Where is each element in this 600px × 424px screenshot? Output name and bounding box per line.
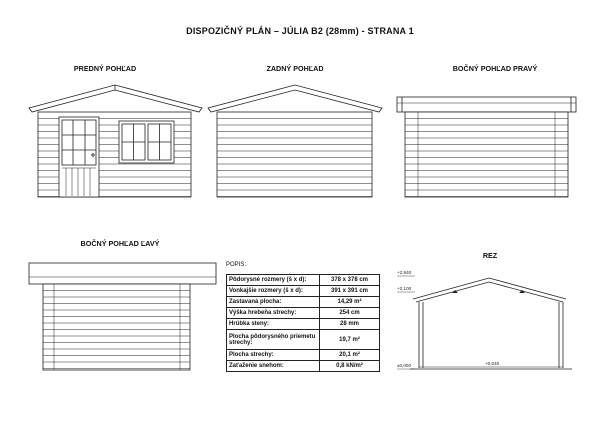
spec-value: 0,8 kN/m²: [320, 361, 380, 372]
level-label: ±0,000: [397, 363, 412, 368]
level-label: +2,100: [397, 286, 412, 291]
rear-view-title: ZADNÝ POHĽAD: [266, 64, 324, 73]
spec-value: 391 x 391 cm: [320, 286, 380, 297]
spec-value: 19,7 m²: [320, 330, 380, 350]
sheet-title: DISPOZIČNÝ PLÁN – JÚLIA B2 (28mm) - STRANA 1: [186, 26, 414, 36]
description-label: POPIS:: [226, 262, 247, 268]
spec-label: Výška hrebeňa strechy:: [227, 308, 320, 319]
spec-value: 20,1 m²: [320, 350, 380, 361]
rear-view-drawing: [208, 85, 382, 197]
level-label: +2,840: [397, 270, 412, 275]
spec-label: Vonkajšie rozmery (š x d):: [227, 286, 320, 297]
right-side-view-title: BOČNÝ POHĽAD PRAVÝ: [452, 64, 538, 73]
spec-label: Zastavaná plocha:: [227, 297, 320, 308]
left-side-view-drawing: [29, 263, 216, 370]
spec-value: 28 mm: [320, 319, 380, 330]
section-view-drawing: [397, 276, 572, 369]
left-side-view-title: BOČNÝ POHĽAD ĽAVÝ: [80, 239, 160, 248]
front-view-drawing: [29, 85, 202, 197]
spec-value: 14,29 m²: [320, 297, 380, 308]
spec-value: 378 x 378 cm: [320, 275, 380, 286]
spec-label: Pôdorysné rozmery (š x d):: [227, 275, 320, 286]
spec-value: 254 cm: [320, 308, 380, 319]
spec-label: Zaťaženie snehom:: [227, 361, 320, 372]
spec-label: Plocha pôdorysného priemetu strechy:: [227, 330, 320, 350]
front-view-title: PREDNÝ POHĽAD: [73, 64, 137, 73]
section-view-title: REZ: [482, 251, 498, 260]
right-side-view-drawing: [397, 97, 576, 197]
spec-label: Hrúbka steny:: [227, 319, 320, 330]
spec-label: Plocha strechy:: [227, 350, 320, 361]
level-label: +0,040: [485, 361, 500, 366]
